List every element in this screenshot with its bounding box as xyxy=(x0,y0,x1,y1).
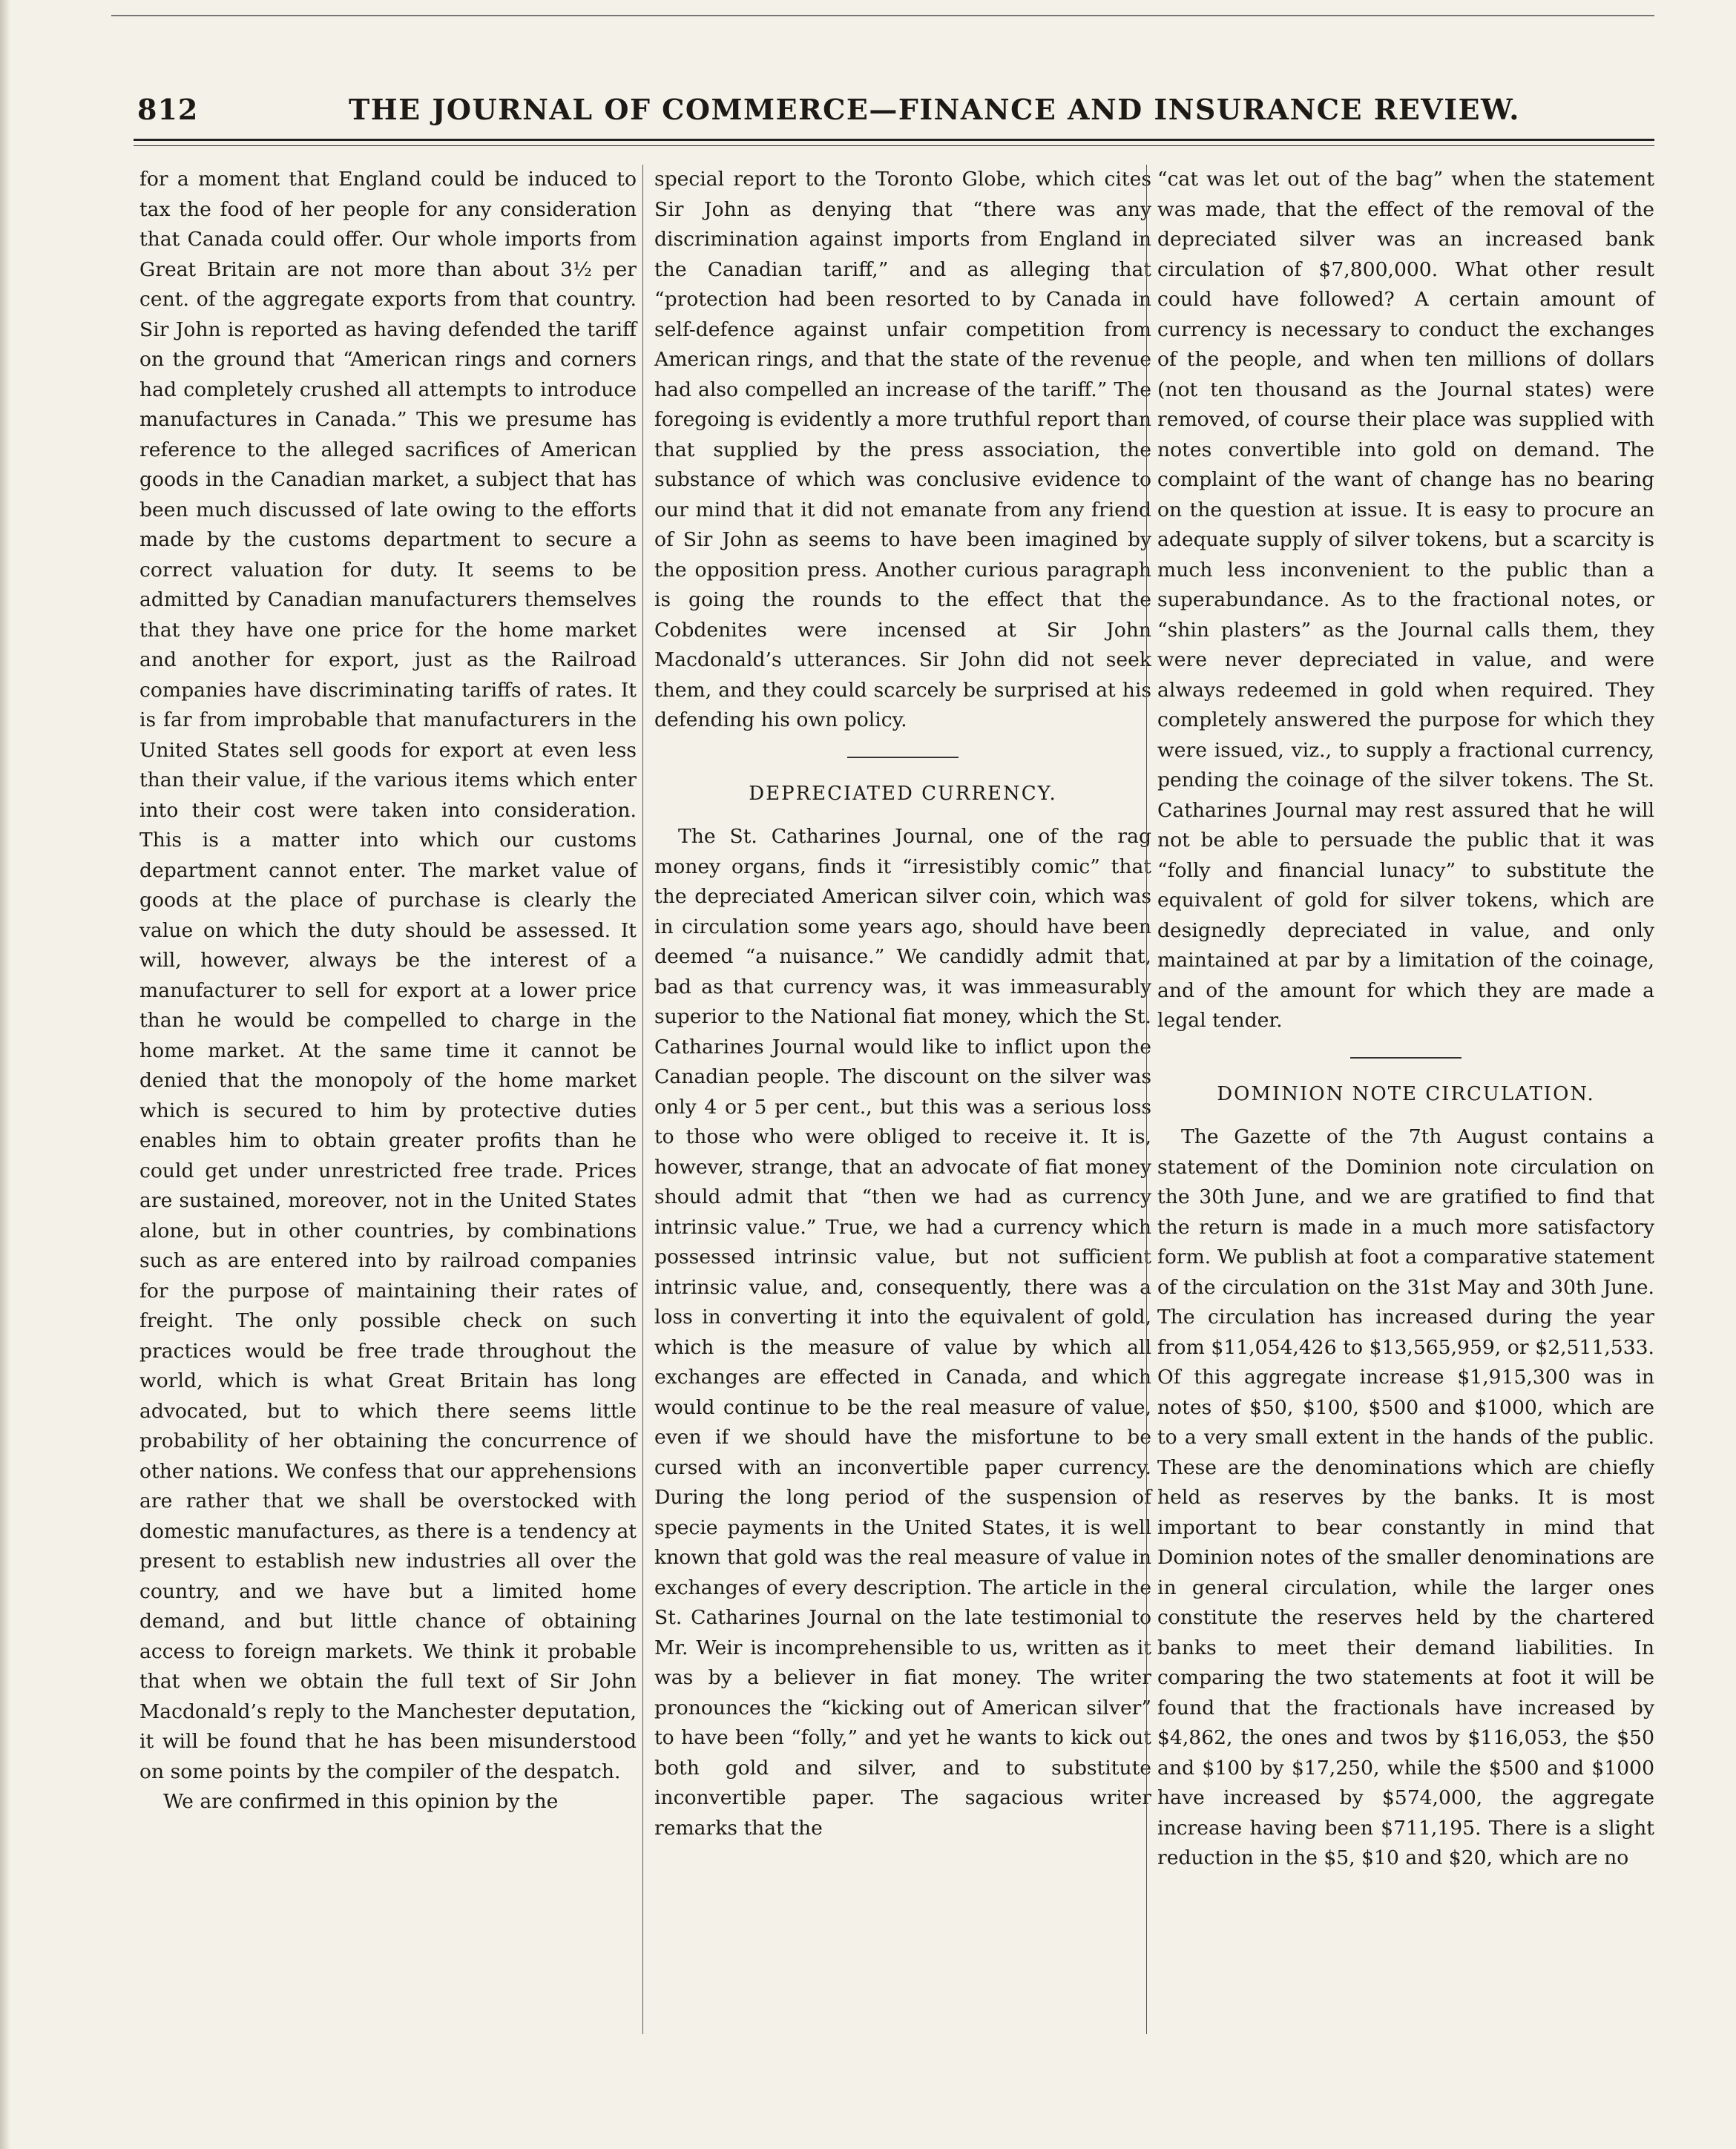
column-3 xyxy=(1157,165,1654,1874)
section-heading: DOMINION NOTE CIRCULATION. xyxy=(1217,1082,1595,1105)
section-rule xyxy=(1350,1057,1462,1059)
page-number: 812 xyxy=(137,93,199,126)
article-paragraph: for a moment that England could be induced to tax the food of her people for any consideration that Canada could offer. Our whole imports from Great Britain are not more than about 3½ per cent. of the aggregate exports from that country. Sir John is reported as having defended the tariff on the ground that “American rings and corners had completely crushed all attempts to introduce manufactures in Canada.” This we presume has reference to the alleged sacrifices of American goods in the Canadian market, a subject that has been much discussed of late owing to the efforts made by the customs department to secure a correct valuation for duty. It seems to be admitted by Canadian manufacturers themselves that they have one price for the home market and another for export, just as the Railroad companies have discriminating tariffs of rates. It is far from improbable that manufacturers in the United States sell goods for export at even less than their value, if the various items which enter into their cost were taken into consideration. This is a matter into which our customs department cannot enter. The market value of goods at the place of purchase is clearly the value on which the duty should be assessed. It will, however, always be the interest of a manufacturer to sell for export at a lower price than he would be compelled to charge in the home market. At the same time it cannot be denied that the monopoly of the home market which is secured to him by protective duties enables him to obtain greater profits than he could get under unrestricted free trade. Prices are sustained, moreover, not in the United States alone, but in other countries, by combinations such as are entered into by railroad companies for the purpose of maintaining their rates of freight. The only possible check on such practices would be free trade throughout the world, which is what Great Britain has long advocated, but to which there seems little probability of her obtaining the concurrence of other nations. We confess that our apprehensions are rather that we shall be overstocked with domestic manufactures, as there is a tendency at present to establish new industries all over the country, and we have but a limited home demand, and but little chance of obtaining access to foreign markets. We think it probable that when we obtain the full text of Sir John Macdonald’s reply to the Manchester deputation, it will be found that he has been misunderstood on some points by the compiler of the despatch. xyxy=(139,168,637,1783)
page-binding-edge xyxy=(0,0,10,2149)
section-rule xyxy=(847,757,959,758)
column-divider xyxy=(1146,165,1147,2034)
article-paragraph: The St. Catharines Journal, one of the rag money organs, finds it “irresistibly comic” that the depreciated American silver coin, which was in circulation some years ago, should have been deemed “a nuisance.” We candidly admit that, bad as that currency was, it was immeasurably superior to the National fiat money, which the St. Catharines Journal would like to inflict upon the Canadian people. The discount on the silver was only 4 or 5 per cent., but this was a serious loss to those who were obliged to receive it. It is, however, strange, that an advocate of fiat money should admit that “then we had as currency intrinsic value.” True, we had a currency which possessed intrinsic value, but not sufficient intrinsic value, and, consequently, there was a loss in converting it into the equivalent of gold, which is the measure of value by which all exchanges are effected in Canada, and which would continue to be the real measure of value, even if we should have the misfortune to be cursed with an inconvertible paper currency. During the long period of the suspension of specie payments in the United States, it is well known that gold was the real measure of value in exchanges of every description. The article in the St. Catharines Journal on the late testimonial to Mr. Weir is incomprehensible to us, written as it was by a believer in fiat money. The writer pronounces the “kicking out of American silver” to have been “folly,” and yet he wants to kick out both gold and silver, and to substitute inconvertible paper. The sagacious writer remarks that the xyxy=(654,825,1151,1840)
article-paragraph: The Gazette of the 7th August contains a statement of the Dominion note circulation on the 30th June, and we are gratified to find that the return is made in a much more satisfactory form. We publish at foot a comparative statement of the circulation on the 31st May and 30th June. The circulation has increased during the year from $11,054,426 to $13,565,959, or $2,511,533. Of this aggregate increase $1,915,300 was in notes of $50, $100, $500 and $1000, which are to a very small extent in the hands of the public. These are the denominations which are chiefly held as reserves by the banks. It is most important to bear constantly in mind that Dominion notes of the smaller denominations are in general circulation, while the larger ones constitute the reserves held by the chartered banks to meet their demand liabilities. In comparing the two statements at foot it will be found that the fractionals have increased by $4,862, the ones and twos by $116,053, the $50 and $100 by $17,250, while the $500 and $1000 have increased by $574,000, the aggregate increase having been $711,195. There is a slight reduction in the $5, $10 and $20, which are no xyxy=(1157,1125,1654,1869)
page-header xyxy=(130,93,1651,137)
journal-title: THE JOURNAL OF COMMERCE—FINANCE AND INSURANCE REVIEW. xyxy=(349,93,1520,126)
column-1 xyxy=(139,165,637,1817)
article-paragraph: “cat was let out of the bag” when the statement was made, that the effect of the removal of the depreciated silver was an increased bank circulation of $7,800,000. What other result could have followed? A certain amount of currency is necessary to conduct the exchanges of the people, and when ten millions of dollars (not ten thousand as the Journal states) were removed, of course their place was supplied with notes convertible into gold on demand. The complaint of the want of change has no bearing on the question at issue. It is easy to procure an adequate supply of silver tokens, but a scarcity is much less inconvenient to the public than a superabundance. As to the fractional notes, or “shin plasters” as the Journal calls them, they were never depreciated in value, and were always redeemed in gold when required. They completely answered the purpose for which they were issued, viz., to supply a fractional currency, pending the coinage of the silver tokens. The St. Catharines Journal may rest assured that he will not be able to persuade the public that it was “folly and financial lunacy” to substitute the equivalent of gold for silver tokens, which are designedly depreciated in value, and only maintained at par by a limitation of the coinage, and of the amount for which they are made a legal tender. xyxy=(1157,168,1654,1032)
header-rule xyxy=(134,139,1654,146)
top-border-rule xyxy=(111,15,1654,16)
column-2 xyxy=(654,165,1151,1843)
section-heading: DEPRECIATED CURRENCY. xyxy=(749,782,1057,805)
article-paragraph: special report to the Toronto Globe, which cites Sir John as denying that “there was any discrimination against imports from England in the Canadian tariff,” and as alleging that “protection had been resorted to by Canada in self-defence against unfair competition from American rings, and that the state of the revenue had also compelled an increase of the tariff.” The foregoing is evidently a more truthful report than that supplied by the press association, the substance of which was conclusive evidence to our mind that it did not emanate from any friend of Sir John as seems to have been imagined by the opposition press. Another curious paragraph is going the rounds to the effect that the Cobdenites were incensed at Sir John Macdonald’s utterances. Sir John did not seek them, and they could scarcely be surprised at his defending his own policy. xyxy=(654,168,1151,731)
article-paragraph: We are confirmed in this opinion by the xyxy=(163,1790,559,1813)
column-divider xyxy=(642,165,643,2034)
